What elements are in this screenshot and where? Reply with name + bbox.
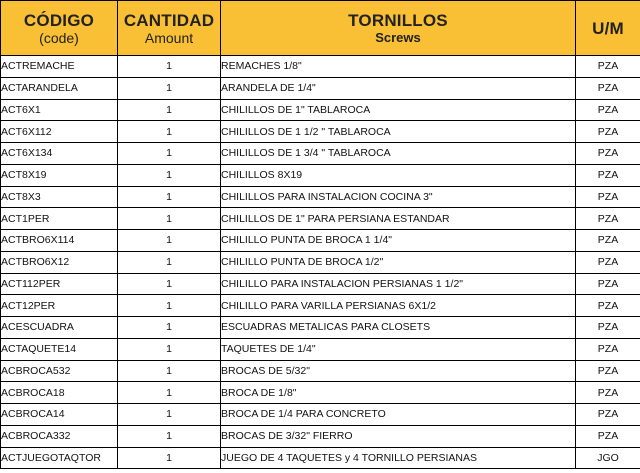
- table-row: [1, 447, 640, 469]
- unit-cell: PZA: [576, 404, 640, 426]
- quantity-cell: 1: [118, 295, 221, 317]
- unit-cell: PZA: [576, 382, 640, 404]
- description-cell: CHILILLO PUNTA DE BROCA 1/2": [221, 251, 576, 273]
- description-cell: CHILILLOS PARA INSTALACION COCINA 3": [221, 186, 576, 208]
- unit-cell: PZA: [576, 77, 640, 99]
- table-row: [1, 77, 640, 99]
- item-code-cell: ACT6X1: [1, 99, 118, 121]
- description-cell: BROCAS DE 5/32": [221, 360, 576, 382]
- quantity-column-header: [118, 1, 221, 56]
- unit-cell: PZA: [576, 273, 640, 295]
- table-row: [1, 273, 640, 295]
- description-cell: BROCA DE 1/4 PARA CONCRETO: [221, 404, 576, 426]
- table-row: [1, 186, 640, 208]
- description-cell: CHILILLOS DE 1" TABLAROCA: [221, 99, 576, 121]
- quantity-cell: 1: [118, 208, 221, 230]
- unit-cell: JGO: [576, 447, 640, 469]
- table-row: [1, 251, 640, 273]
- description-header-title: TORNILLOS: [348, 10, 448, 30]
- quantity-cell: 1: [118, 164, 221, 186]
- table-row: [1, 295, 640, 317]
- description-cell: TAQUETES DE 1/4": [221, 338, 576, 360]
- quantity-cell: 1: [118, 317, 221, 339]
- item-code-cell: ACT12PER: [1, 295, 118, 317]
- table-row: [1, 404, 640, 426]
- description-cell: BROCAS DE 3/32" FIERRO: [221, 425, 576, 447]
- unit-cell: PZA: [576, 208, 640, 230]
- unit-cell: PZA: [576, 143, 640, 165]
- item-code-cell: ACT6X134: [1, 143, 118, 165]
- quantity-cell: 1: [118, 143, 221, 165]
- description-column-header: [221, 1, 576, 56]
- quantity-cell: 1: [118, 56, 221, 78]
- item-code-cell: ACTBRO6X12: [1, 251, 118, 273]
- quantity-cell: 1: [118, 360, 221, 382]
- table-row: [1, 425, 640, 447]
- unit-cell: PZA: [576, 164, 640, 186]
- table-row: [1, 382, 640, 404]
- table-row: [1, 208, 640, 230]
- item-code-cell: ACT8X19: [1, 164, 118, 186]
- description-cell: CHILILLO PARA INSTALACION PERSIANAS 1 1/2": [221, 273, 576, 295]
- table-row: [1, 360, 640, 382]
- description-cell: CHILILLO PARA VARILLA PERSIANAS 6X1/2: [221, 295, 576, 317]
- quantity-cell: 1: [118, 382, 221, 404]
- table-row: [1, 121, 640, 143]
- quantity-cell: 1: [118, 251, 221, 273]
- quantity-cell: 1: [118, 230, 221, 252]
- description-cell: REMACHES 1/8": [221, 56, 576, 78]
- quantity-cell: 1: [118, 121, 221, 143]
- unit-cell: PZA: [576, 317, 640, 339]
- unit-cell: PZA: [576, 230, 640, 252]
- quantity-cell: 1: [118, 273, 221, 295]
- unit-cell: PZA: [576, 295, 640, 317]
- item-code-cell: ACTREMACHE: [1, 56, 118, 78]
- item-code-cell: ACBROCA332: [1, 425, 118, 447]
- item-code-cell: ACTAQUETE14: [1, 338, 118, 360]
- quantity-header-subtitle: Amount: [144, 29, 194, 46]
- unit-cell: PZA: [576, 360, 640, 382]
- item-code-cell: ACBROCA14: [1, 404, 118, 426]
- code-header-title: CÓDIGO: [23, 10, 95, 30]
- quantity-cell: 1: [118, 186, 221, 208]
- unit-cell: PZA: [576, 186, 640, 208]
- item-code-cell: ACTARANDELA: [1, 77, 118, 99]
- unit-column-header: [576, 1, 640, 56]
- quantity-cell: 1: [118, 77, 221, 99]
- description-cell: CHILILLOS DE 1" PARA PERSIANA ESTANDAR: [221, 208, 576, 230]
- item-code-cell: ACTBRO6X114: [1, 230, 118, 252]
- table-row: [1, 338, 640, 360]
- table-body: [1, 56, 640, 469]
- description-cell: CHILILLOS DE 1 1/2 " TABLAROCA: [221, 121, 576, 143]
- item-code-cell: ACBROCA532: [1, 360, 118, 382]
- quantity-header-title: CANTIDAD: [123, 10, 215, 30]
- description-header-subtitle: Screws: [375, 29, 421, 45]
- table-row: [1, 230, 640, 252]
- item-code-cell: ACT112PER: [1, 273, 118, 295]
- code-header-subtitle: (code): [39, 29, 79, 46]
- description-cell: JUEGO DE 4 TAQUETES y 4 TORNILLO PERSIANAS: [221, 447, 576, 469]
- table-row: [1, 317, 640, 339]
- unit-cell: PZA: [576, 251, 640, 273]
- item-code-cell: ACT1PER: [1, 208, 118, 230]
- table-header: [1, 1, 640, 56]
- item-code-cell: ACESCUADRA: [1, 317, 118, 339]
- header-row: [1, 1, 640, 56]
- table-row: [1, 99, 640, 121]
- item-code-cell: ACBROCA18: [1, 382, 118, 404]
- unit-cell: PZA: [576, 121, 640, 143]
- quantity-cell: 1: [118, 425, 221, 447]
- item-code-cell: ACT8X3: [1, 186, 118, 208]
- table-row: [1, 56, 640, 78]
- unit-cell: PZA: [576, 338, 640, 360]
- quantity-cell: 1: [118, 338, 221, 360]
- description-cell: CHILILLOS 8X19: [221, 164, 576, 186]
- description-cell: CHILILLO PUNTA DE BROCA 1 1/4": [221, 230, 576, 252]
- description-cell: CHILILLOS DE 1 3/4 " TABLAROCA: [221, 143, 576, 165]
- description-cell: ESCUADRAS METALICAS PARA CLOSETS: [221, 317, 576, 339]
- quantity-cell: 1: [118, 447, 221, 469]
- unit-cell: PZA: [576, 99, 640, 121]
- description-cell: BROCA DE 1/8": [221, 382, 576, 404]
- quantity-cell: 1: [118, 99, 221, 121]
- unit-cell: PZA: [576, 425, 640, 447]
- item-code-cell: ACTJUEGOTAQTOR: [1, 447, 118, 469]
- item-code-cell: ACT6X112: [1, 121, 118, 143]
- code-column-header: [1, 1, 118, 56]
- table-row: [1, 164, 640, 186]
- unit-cell: PZA: [576, 56, 640, 78]
- table-row: [1, 143, 640, 165]
- quantity-cell: 1: [118, 404, 221, 426]
- unit-header-title: U/M: [592, 18, 624, 38]
- description-cell: ARANDELA DE 1/4": [221, 77, 576, 99]
